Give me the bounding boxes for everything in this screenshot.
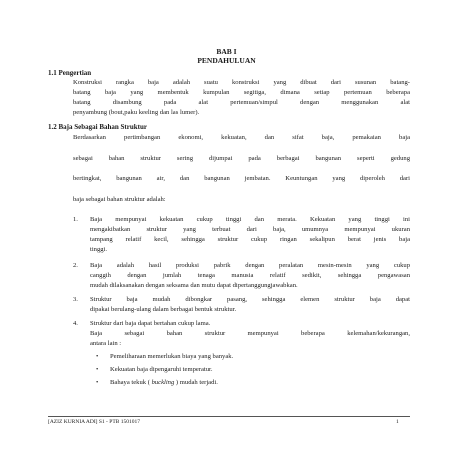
list-item-line: Baja mempunyai kekuatan cukup tinggi dan merata. Kekuatan yang tinggi ini — [90, 216, 410, 223]
paragraph-line: penyambung (bout,paku keeling dan las lumer). — [73, 109, 200, 116]
chapter-number: BAB I — [216, 47, 237, 56]
bullet-icon: • — [96, 379, 99, 386]
section-heading-1-1: 1.1 Pengertian — [48, 69, 92, 77]
list-item-line: canggih dengan jumlah tenaga manusia relatif sedikit, sehingga pengawasan — [90, 272, 410, 279]
bullet-text-before: Bahaya tekuk ( — [110, 379, 152, 386]
bullet-item: Kekuatan baja dipengaruhi temperatur. — [110, 366, 213, 373]
list-item-line: mudah dilaksanakan dengan seksama dan mutu dapat dipertanggungjawabkan. — [90, 282, 298, 289]
paragraph-line: baja sebagai bahan struktur adalah: — [73, 196, 166, 203]
paragraph-line: batang baja yang membentuk kumpulan segitiga, dimana setiap pertemuan beberapa — [73, 89, 410, 96]
bullet-icon: • — [96, 353, 99, 360]
list-item-line: Baja adalah hasil produksi pabrik dengan peralatan mesin-mesin yang cukup — [90, 262, 410, 269]
paragraph-line: bertingkat, bangunan air, dan bangunan jembatan. Keuntungan yang diperoleh dari — [73, 175, 410, 182]
list-item-line: tampang relatif kecil, sehingga struktur cukup ringan sekalipun berat jenis baja — [90, 236, 410, 243]
bullet-icon: • — [96, 366, 99, 373]
list-number: 2. — [73, 262, 78, 269]
list-number: 4. — [73, 320, 78, 327]
paragraph-line: Konstruksi rangka baja adalah suatu konstruksi yang dibuat dari susunan batang- — [73, 79, 410, 86]
page-number: 1 — [396, 419, 399, 425]
bullet-item — [110, 378, 218, 387]
section-heading-1-2: 1.2 Baja Sebagai Bahan Struktur — [48, 123, 147, 131]
paragraph-line: sebagai bahan struktur sering dijumpai pada berbagai bangunan seperti gedung — [73, 155, 410, 162]
list-item-line: Baja sebagai bahan struktur mempunyai beberapa kelemahan/kekurangan, — [90, 330, 410, 337]
list-number: 3. — [73, 296, 78, 303]
list-item-line: dipakai berulang-ulang dalam berbagai bentuk struktur. — [90, 306, 237, 313]
list-number: 1. — [73, 216, 78, 223]
list-item-line: antara lain : — [90, 340, 122, 347]
bullet-text-italic: buckling — [151, 379, 175, 386]
list-item-line: mengakibatkan struktur yang terbuat dari baja, umumnya mempunyai ukuran — [90, 226, 410, 233]
list-item-line: Struktur baja mudah dibongkar pasang, sehingga elemen struktur baja dapat — [90, 296, 410, 303]
paragraph-line: batang disambung pada alat pertemuan/simpul dengan menggunakan alat — [73, 99, 410, 106]
list-item-line: Struktur dari baja dapat bertahan cukup lama. — [90, 320, 211, 327]
bullet-item: Pemeliharaan memerlukan biaya yang banyak. — [110, 353, 234, 360]
bullet-text-after: ) mudah terjadi. — [174, 379, 218, 386]
list-item-line: tinggi. — [90, 246, 108, 253]
chapter-title: PENDAHULUAN — [197, 56, 256, 65]
footer-author: [AZIZ KURNIA ADI] S1 - PTB 1501017 — [48, 419, 140, 425]
footer-divider — [48, 416, 410, 417]
paragraph-line: Berdasarkan pertimbangan ekonomi, kekuatan, dan sifat baja, pemakaian baja — [73, 134, 410, 141]
